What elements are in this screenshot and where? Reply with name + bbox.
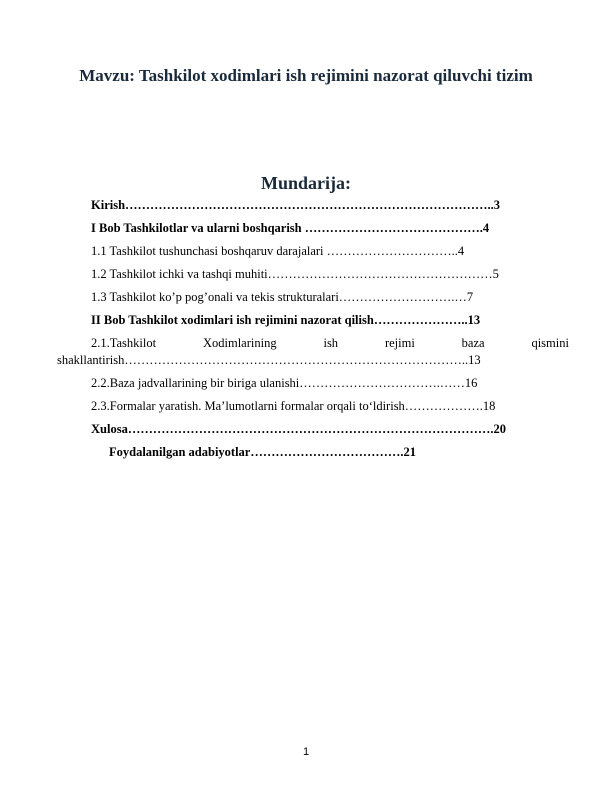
toc-word: rejimi <box>384 336 415 350</box>
toc-word: ish <box>323 336 339 350</box>
toc-word: baza <box>461 336 485 350</box>
toc-entry-section-1-3: 1.3 Tashkilot ko’p pog’onali va tekis strukturalari……………………….…7 <box>91 290 474 304</box>
toc-entry-intro: Kirish……………………………………………………………………………..3 <box>91 198 501 212</box>
toc-entry-references: Foydalanilgan adabiyotlar……………………………….21 <box>109 445 416 459</box>
toc-entry-section-1-1: 1.1 Tashkilot tushunchasi boshqaruv darajalari …………………………..4 <box>91 244 465 258</box>
page-number: 1 <box>302 746 310 758</box>
toc-word: Xodimlarining <box>202 336 277 350</box>
toc-entry-section-2-2: 2.2.Baza jadvallarining bir biriga ulanishi…………………………….……16 <box>91 376 478 390</box>
toc-entry-section-2-1 <box>91 335 569 351</box>
table-of-contents-title: Mundarija: <box>261 173 351 193</box>
toc-entry-section-2-3: 2.3.Formalar yaratish. Ma’lumotlarni formalar orqali to‘ldirish……………….18 <box>91 399 496 413</box>
toc-word: qismini <box>531 336 569 350</box>
toc-entry-section-2-1-continuation: shakllantirish………………………………………………………………………..13 <box>57 353 481 367</box>
document-topic-heading: Mavzu: Tashkilot xodimlari ish rejimini nazorat qiluvchi tizim <box>79 66 533 85</box>
toc-entry-chapter-2: II Bob Tashkilot xodimlari ish rejimini nazorat qilish…………………..13 <box>91 313 481 327</box>
toc-entry-chapter-1: I Bob Tashkilotlar va ularni boshqarish …………………………………….4 <box>91 221 490 235</box>
toc-entry-conclusion: Xulosa…………………………………………………………………………….20 <box>91 422 506 436</box>
toc-entry-section-1-2: 1.2 Tashkilot ichki va tashqi muhiti………………………………………………5 <box>91 267 499 281</box>
toc-word: 2.1.Tashkilot <box>91 336 157 350</box>
